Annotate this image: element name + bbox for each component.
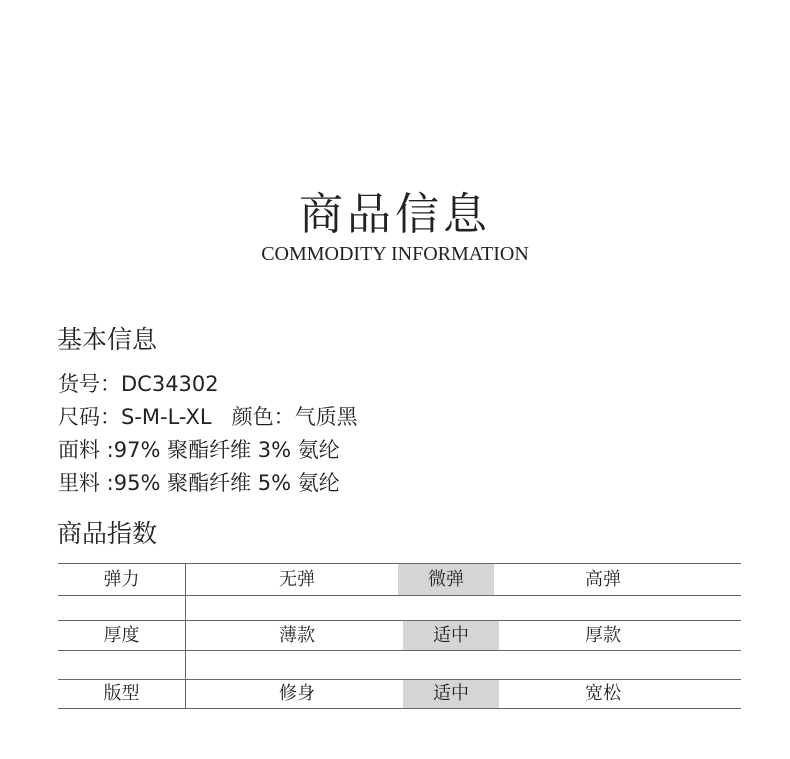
table-spacer-row [58,650,741,679]
size-color-line: 尺码：S-M-L-XL 颜色：气质黑 [58,405,358,429]
item-number-line: 货号：DC34302 [58,372,219,396]
fabric-line: 面料 :97% 聚酯纤维 3% 氨纶 [58,438,340,462]
option-high-stretch: 高弹 [585,569,621,590]
row-label-fit: 版型 [58,680,186,708]
option-no-stretch: 无弹 [279,569,315,590]
table-row-fit [58,679,741,709]
table-row-elasticity [58,563,741,595]
spacer-cell [58,651,186,679]
option-slim: 修身 [279,683,315,704]
option-slight-stretch-selected: 微弹 [398,564,494,595]
spacer-cell [58,596,186,620]
page-title: 商品信息 [299,189,491,240]
row-label-elasticity: 弹力 [58,564,186,595]
product-index-table [58,563,741,709]
lining-line: 里料 :95% 聚酯纤维 5% 氨纶 [58,471,340,495]
basic-info-heading: 基本信息 [57,325,158,354]
product-index-heading: 商品指数 [57,519,158,548]
option-loose: 宽松 [585,683,621,704]
table-row-thickness [58,620,741,650]
page-subtitle: COMMODITY INFORMATION [261,243,529,265]
option-thick: 厚款 [585,625,621,646]
option-thin: 薄款 [279,625,315,646]
row-label-thickness: 厚度 [58,621,186,650]
option-medium-selected: 适中 [403,621,499,650]
option-regular-selected: 适中 [403,680,499,708]
table-spacer-row [58,595,741,620]
